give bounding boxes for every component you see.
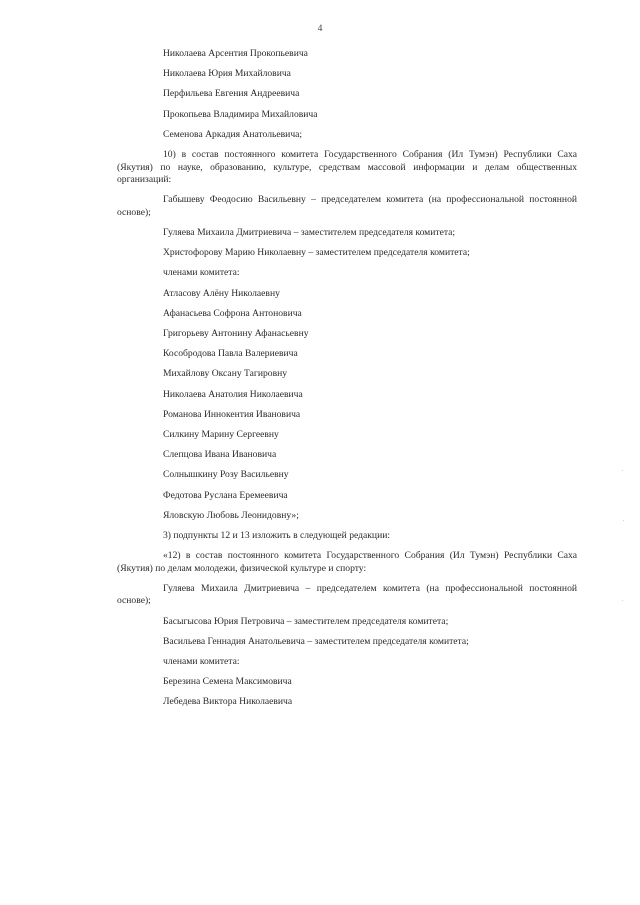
committee-chair-line: Гуляева Михаила Дмитриевича – председателем комитета (на профессиональной постоянной основе); bbox=[117, 582, 577, 607]
member-line: Михайлову Оксану Тагировну bbox=[163, 368, 288, 380]
scan-speck bbox=[622, 470, 623, 471]
member-line: Силкину Марину Сергеевну bbox=[163, 428, 279, 440]
member-line: Григорьеву Антонину Афанасьевну bbox=[163, 328, 309, 340]
member-line: Кособродова Павла Валериевича bbox=[163, 348, 298, 360]
amendment-line: 3) подпункты 12 и 13 изложить в следующей редакции: bbox=[163, 529, 391, 541]
member-line: Федотова Руслана Еремеевича bbox=[163, 489, 288, 501]
clause-12-paragraph: «12) в состав постоянного комитета Государственного Собрания (Ил Тумэн) Республики Саха (Якутия) по делам молодежи, физической культуре и спорту: bbox=[117, 550, 577, 574]
scan-speck bbox=[623, 520, 624, 521]
member-line: Романова Иннокентия Ивановича bbox=[163, 408, 301, 420]
members-heading: членами комитета: bbox=[163, 656, 240, 668]
member-line: Афанасьева Софрона Антоновича bbox=[163, 307, 302, 319]
committee-chair-line: Габышеву Феодосию Васильевну – председателем комитета (на профессиональной постоянной основе); bbox=[117, 194, 577, 218]
member-line: Николаева Юрия Михайловича bbox=[163, 68, 291, 80]
member-line: Николаева Арсентия Прокопьевича bbox=[163, 48, 308, 59]
deputy-chair-line: Гуляева Михаила Дмитриевича – заместителем председателя комитета; bbox=[163, 227, 456, 239]
member-line: Слепцова Ивана Ивановича bbox=[163, 449, 277, 461]
member-line: Семенова Аркадия Анатольевича; bbox=[163, 128, 303, 140]
member-line: Прокопьева Владимира Михайловича bbox=[163, 108, 318, 120]
page-number: 4 bbox=[317, 24, 323, 34]
member-line: Березина Семена Максимовича bbox=[163, 676, 292, 688]
member-line: Лебедева Виктора Николаевича bbox=[163, 696, 293, 708]
member-line: Перфильева Евгения Андреевича bbox=[163, 88, 300, 100]
member-line: Яловскую Любовь Леонидовну»; bbox=[163, 509, 299, 521]
deputy-chair-line: Васильева Геннадия Анатольевича – заместителем председателя комитета; bbox=[163, 635, 469, 647]
document-body bbox=[117, 48, 577, 717]
clause-10-paragraph: 10) в состав постоянного комитета Государственного Собрания (Ил Тумэн) Республики Саха (Якутия) по науке, образованию, культуре, средствам массовой информации и делам общественных организаций: bbox=[117, 148, 577, 186]
deputy-chair-line: Христофорову Марию Николаевну – заместителем председателя комитета; bbox=[163, 247, 470, 259]
members-heading: членами комитета: bbox=[163, 267, 240, 279]
deputy-chair-line: Басыгысова Юрия Петровича – заместителем председателя комитета; bbox=[163, 615, 449, 627]
member-line: Солнышкину Розу Васильевну bbox=[163, 469, 289, 481]
member-line: Атласову Алёну Николаевну bbox=[163, 287, 280, 299]
member-line: Николаева Анатолия Николаевича bbox=[163, 388, 303, 400]
scan-speck bbox=[622, 600, 623, 601]
